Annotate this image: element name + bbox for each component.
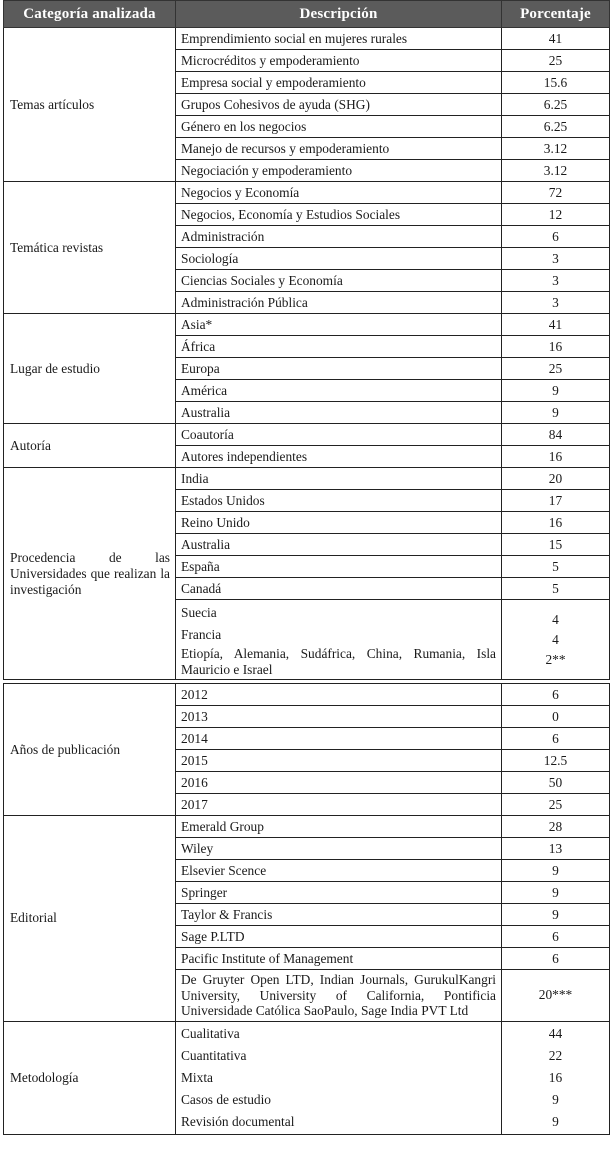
percentage-cell: 6 bbox=[502, 684, 610, 706]
description-cell: Estados Unidos bbox=[176, 490, 502, 512]
description-cell: Manejo de recursos y empoderamiento bbox=[176, 138, 502, 160]
description-cell: España bbox=[176, 556, 502, 578]
table-row bbox=[4, 28, 610, 50]
table-row bbox=[4, 182, 610, 204]
analysis-table bbox=[3, 0, 610, 1135]
percentage-cell: 28 bbox=[502, 816, 610, 838]
description-cell: Australia bbox=[176, 402, 502, 424]
percentage-cell: 3 bbox=[502, 270, 610, 292]
percentage-line: 2** bbox=[545, 651, 566, 667]
percentage-cell: 20*** bbox=[502, 970, 610, 1022]
percentage-cell: 5 bbox=[502, 556, 610, 578]
description-cell: India bbox=[176, 468, 502, 490]
percentage-line: 16 bbox=[548, 1069, 563, 1085]
description-cell: Reino Unido bbox=[176, 512, 502, 534]
description-cell: 2017 bbox=[176, 794, 502, 816]
percentage-cell: 41 bbox=[502, 28, 610, 50]
description-cell: Europa bbox=[176, 358, 502, 380]
percentage-cell: 9 bbox=[502, 904, 610, 926]
percentage-cell: 16 bbox=[502, 336, 610, 358]
description-cell: Negocios, Economía y Estudios Sociales bbox=[176, 204, 502, 226]
description-cell: Autores independientes bbox=[176, 446, 502, 468]
percentage-cell-merged bbox=[502, 1021, 610, 1134]
percentage-cell: 5 bbox=[502, 578, 610, 600]
description-cell: Emprendimiento social en mujeres rurales bbox=[176, 28, 502, 50]
header-percentage: Porcentaje bbox=[502, 1, 610, 28]
description-cell: Empresa social y empoderamiento bbox=[176, 72, 502, 94]
description-line: Suecia bbox=[181, 605, 217, 620]
percentage-cell: 15 bbox=[502, 534, 610, 556]
percentage-cell: 3 bbox=[502, 292, 610, 314]
description-cell: Canadá bbox=[176, 578, 502, 600]
description-cell: Género en los negocios bbox=[176, 116, 502, 138]
table-row bbox=[4, 468, 610, 490]
description-cell: Asia* bbox=[176, 314, 502, 336]
description-cell: Ciencias Sociales y Economía bbox=[176, 270, 502, 292]
header-description: Descripción bbox=[176, 1, 502, 28]
percentage-cell: 84 bbox=[502, 424, 610, 446]
percentage-cell: 25 bbox=[502, 794, 610, 816]
percentage-cell: 17 bbox=[502, 490, 610, 512]
percentage-cell: 12 bbox=[502, 204, 610, 226]
percentage-cell: 72 bbox=[502, 182, 610, 204]
description-cell-merged bbox=[176, 1021, 502, 1134]
description-cell: Pacific Institute of Management bbox=[176, 948, 502, 970]
percentage-cell: 9 bbox=[502, 860, 610, 882]
description-cell: Negociación y empoderamiento bbox=[176, 160, 502, 182]
description-line: Cualitativa bbox=[181, 1025, 240, 1041]
description-cell: Microcréditos y empoderamiento bbox=[176, 50, 502, 72]
percentage-cell: 15.6 bbox=[502, 72, 610, 94]
percentage-line: 9 bbox=[552, 1113, 559, 1129]
description-cell: África bbox=[176, 336, 502, 358]
percentage-cell: 41 bbox=[502, 314, 610, 336]
table-row bbox=[4, 684, 610, 706]
table-row bbox=[4, 816, 610, 838]
description-line: Casos de estudio bbox=[181, 1091, 272, 1107]
percentage-cell: 6.25 bbox=[502, 94, 610, 116]
description-cell: Sociología bbox=[176, 248, 502, 270]
category-cell: Años de publicación bbox=[4, 684, 176, 816]
description-cell: 2013 bbox=[176, 706, 502, 728]
percentage-cell: 0 bbox=[502, 706, 610, 728]
percentage-cell: 25 bbox=[502, 358, 610, 380]
percentage-cell: 12.5 bbox=[502, 750, 610, 772]
description-cell: Grupos Cohesivos de ayuda (SHG) bbox=[176, 94, 502, 116]
description-cell: Taylor & Francis bbox=[176, 904, 502, 926]
percentage-cell: 13 bbox=[502, 838, 610, 860]
percentage-cell: 16 bbox=[502, 512, 610, 534]
percentage-cell: 6 bbox=[502, 728, 610, 750]
description-cell: Springer bbox=[176, 882, 502, 904]
percentage-line: 9 bbox=[552, 1091, 559, 1107]
description-cell: 2016 bbox=[176, 772, 502, 794]
table-row bbox=[4, 424, 610, 446]
percentage-cell: 9 bbox=[502, 882, 610, 904]
table-row bbox=[4, 1021, 610, 1134]
category-cell: Temas artículos bbox=[4, 28, 176, 182]
percentage-line: 44 bbox=[548, 1025, 563, 1041]
table-row bbox=[4, 314, 610, 336]
percentage-cell: 9 bbox=[502, 402, 610, 424]
description-cell: 2012 bbox=[176, 684, 502, 706]
percentage-cell: 3 bbox=[502, 248, 610, 270]
header-category: Categoría analizada bbox=[4, 1, 176, 28]
description-cell: Coautoría bbox=[176, 424, 502, 446]
percentage-cell: 3.12 bbox=[502, 160, 610, 182]
description-line: Mixta bbox=[181, 1069, 213, 1085]
percentage-cell: 6 bbox=[502, 926, 610, 948]
description-cell: Negocios y Economía bbox=[176, 182, 502, 204]
description-cell: Administración Pública bbox=[176, 292, 502, 314]
description-cell: Australia bbox=[176, 534, 502, 556]
percentage-cell: 50 bbox=[502, 772, 610, 794]
description-cell: De Gruyter Open LTD, Indian Journals, GurukulKangri University, University of California, Pontificia Universidade Católica SaoPaulo, Sage India PVT Ltd bbox=[176, 970, 502, 1022]
description-line: Etiopía, Alemania, Sudáfrica, China, Rumania, Isla Mauricio e Israel bbox=[181, 646, 496, 677]
percentage-cell-merged bbox=[502, 600, 610, 680]
category-cell: Autoría bbox=[4, 424, 176, 468]
header-row bbox=[4, 1, 610, 28]
description-cell: Administración bbox=[176, 226, 502, 248]
description-cell: Elsevier Scence bbox=[176, 860, 502, 882]
percentage-cell: 20 bbox=[502, 468, 610, 490]
category-cell: Temática revistas bbox=[4, 182, 176, 314]
percentage-cell: 16 bbox=[502, 446, 610, 468]
description-cell: América bbox=[176, 380, 502, 402]
category-cell: Metodología bbox=[4, 1021, 176, 1134]
description-line: Cuantitativa bbox=[181, 1047, 247, 1063]
percentage-cell: 9 bbox=[502, 380, 610, 402]
description-cell: Sage P.LTD bbox=[176, 926, 502, 948]
category-cell: Procedencia de las Universidades que realizan la investigación bbox=[4, 468, 176, 680]
percentage-cell: 6 bbox=[502, 226, 610, 248]
description-line: Revisión documental bbox=[181, 1113, 295, 1129]
percentage-line: 4 bbox=[552, 631, 559, 647]
category-cell: Lugar de estudio bbox=[4, 314, 176, 424]
percentage-line: 4 bbox=[552, 611, 559, 627]
description-cell: 2015 bbox=[176, 750, 502, 772]
description-cell: 2014 bbox=[176, 728, 502, 750]
description-cell-merged bbox=[176, 600, 502, 680]
percentage-cell: 6 bbox=[502, 948, 610, 970]
percentage-cell: 6.25 bbox=[502, 116, 610, 138]
description-cell: Wiley bbox=[176, 838, 502, 860]
description-cell: Emerald Group bbox=[176, 816, 502, 838]
percentage-cell: 25 bbox=[502, 50, 610, 72]
description-line: Francia bbox=[181, 627, 222, 642]
percentage-cell: 3.12 bbox=[502, 138, 610, 160]
category-cell: Editorial bbox=[4, 816, 176, 1022]
percentage-line: 22 bbox=[548, 1047, 563, 1063]
